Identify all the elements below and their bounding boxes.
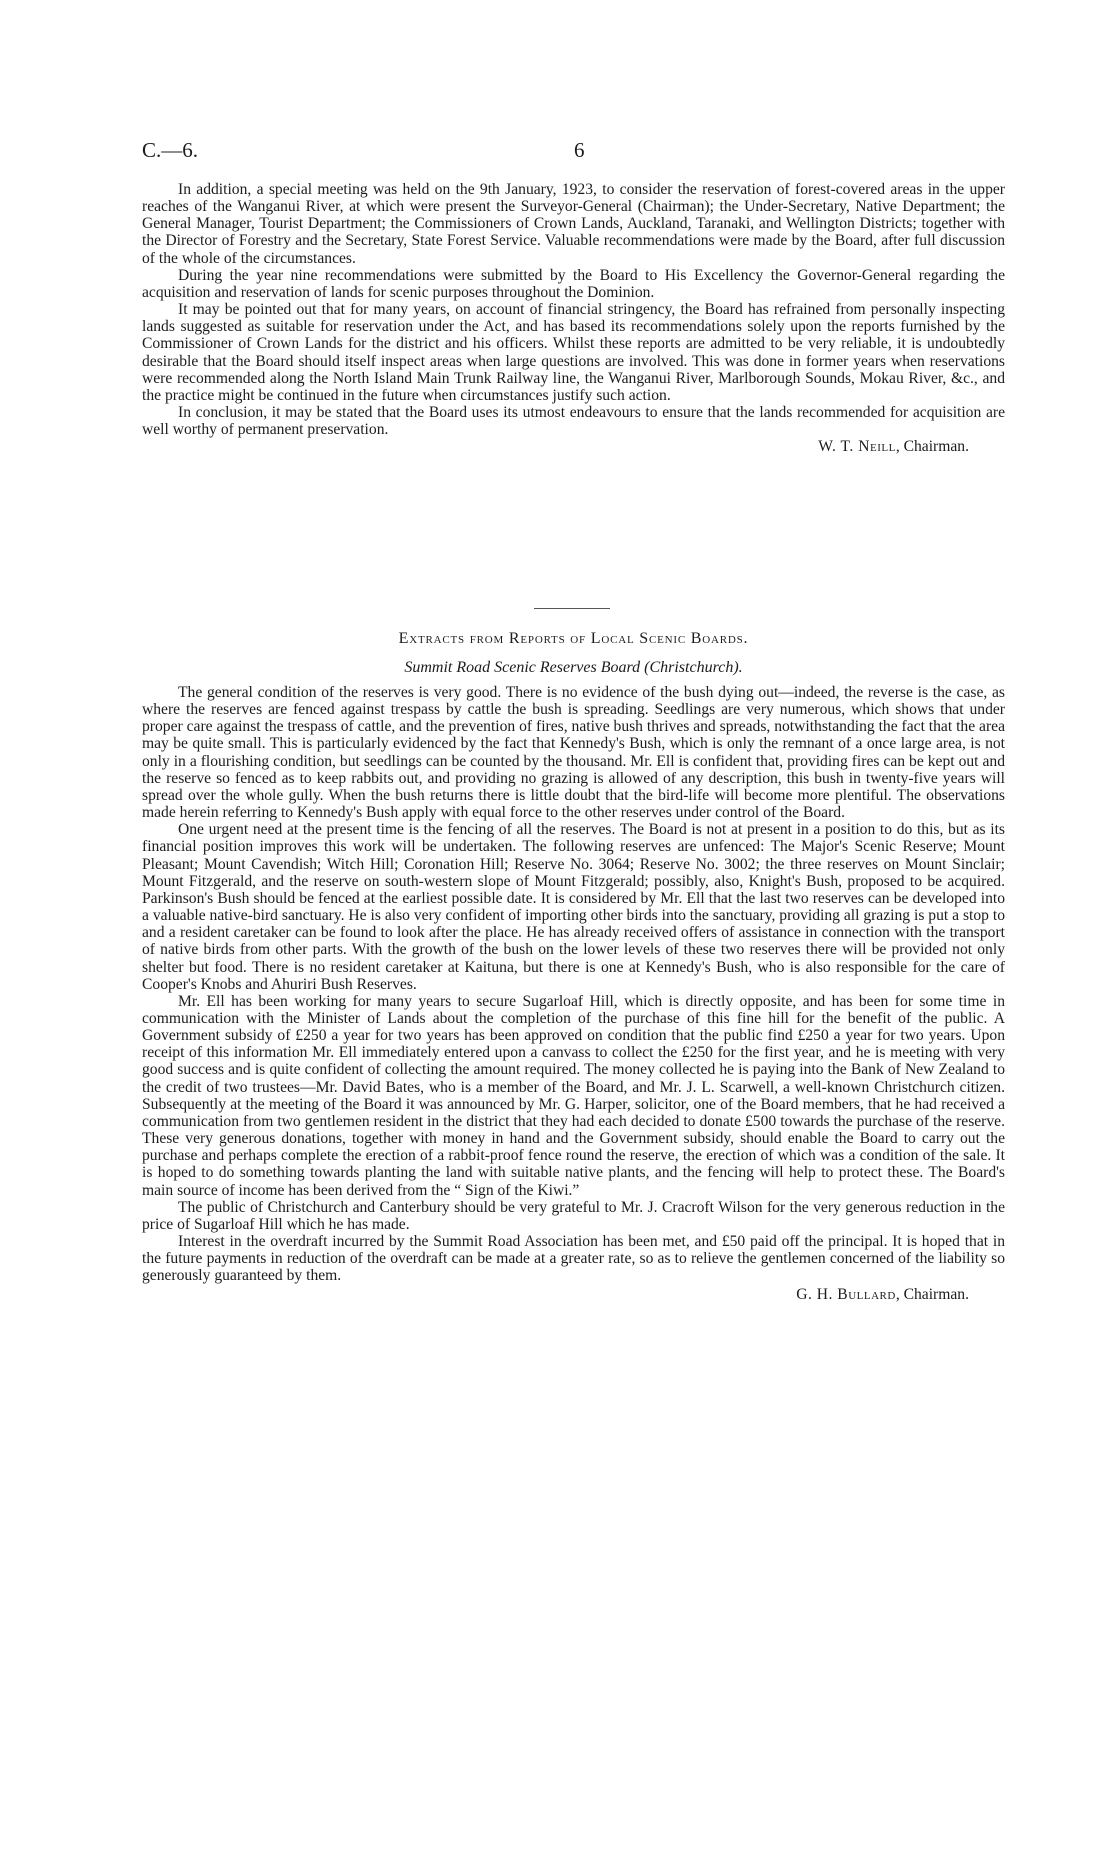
section-local-boards xyxy=(142,684,1005,1304)
signature xyxy=(142,438,1005,455)
document-reference: C.—6. xyxy=(142,138,199,162)
signature-name: W. T. Neill xyxy=(818,438,896,456)
section-divider xyxy=(534,608,610,609)
signature-title: , Chairman. xyxy=(895,438,969,456)
paragraph: Mr. Ell has been working for many years to secure Sugarloaf Hill, which is directly opposite, and has been for some time in communication with the Minister of Lands about the completion of the purchase of this fine hill for the benefit of the public. A Government subsidy of £250 a year for two years has been approved on condition that the public find £250 a year for two years. Upon receipt of this information Mr. Ell immediately entered upon a canvass to collect the £250 for the first year, and he is meeting with very good success and is quite confident of collecting the amount required. The money collected he is paying into the Bank of New Zealand to the credit of two trustees—Mr. David Bates, who is a member of the Board, and Mr. J. L. Scarwell, a well-known Christchurch citizen. Subsequently at the meeting of the Board it was announced by Mr. G. Harper, solicitor, one of the Board members, that he had received a communication from two gentlemen resident in the district that they had each decided to donate £500 towards the purchase of the reserve. These very generous donations, together with money in hand and the Government subsidy, should enable the Board to carry out the purchase and perhaps complete the erection of a rabbit-proof fence round the reserve, the erection of which was a condition of the sale. It is hoped to do something towards planting the land with suitable native plants, and the fencing will help to protect these. The Board's main source of income has been derived from the “ Sign of the Kiwi.” xyxy=(142,992,1005,1199)
paragraph: In conclusion, it may be stated that the Board uses its utmost endeavours to ensure that the lands recommended for acquisition are well worthy of permanent preservation. xyxy=(142,404,1005,439)
paragraph: It may be pointed out that for many years, on account of financial stringency, the Board has refrained from personally inspecting lands suggested as suitable for reservation under the Act, and has based its recommendations solely upon the reports furnished by the Commissioner of Crown Lands for the district and his officers. Whilst these reports are admitted to be very reliable, it is undoubtedly desirable that the Board should itself inspect areas when large questions are involved. This was done in former years when reservations were recommended along the North Island Main Trunk Railway line, the Wanganui River, Marlborough Sounds, Mokau River, &c., and the practice might be continued in the future when circumstances justify such action. xyxy=(142,301,1005,404)
page-header xyxy=(142,138,1002,168)
signature-name: G. H. Bullard xyxy=(796,1286,896,1304)
signature xyxy=(142,1286,1005,1303)
section-heading: Extracts from Reports of Local Scenic Boards. xyxy=(398,630,749,647)
signature-title: , Chairman. xyxy=(895,1286,969,1304)
paragraph: One urgent need at the present time is the fencing of all the reserves. The Board is not at present in a position to do this, but as its financial position improves this work will be undertaken. The following reserves are unfenced: The Major's Scenic Reserve; Mount Pleasant; Mount Cavendish; Witch Hill; Coronation Hill; Reserve No. 3064; Reserve No. 3002; the three reserves on Mount Sinclair; Mount Fitzgerald, and the reserve on south-western slope of Mount Fitzgerald; possibly, also, Knight's Bush, proposed to be acquired. Parkinson's Bush should be fenced at the earliest possible date. It is considered by Mr. Ell that the last two reserves can be developed into a valuable native-bird sanctuary. He is also very confident of importing other birds into the sanctuary, providing all grazing is put a stop to and a resident caretaker can be found to look after the place. He has already received offers of assistance in connection with the transport of native birds from other parts. With the growth of the bush on the lower levels of these two reserves there will be provided not only shelter but food. There is no resident caretaker at Kaituna, but there is one at Kennedy's Bush, who is also responsible for the care of Cooper's Knobs and Ahuriri Bush Reserves. xyxy=(142,821,1005,993)
paragraph: The general condition of the reserves is very good. There is no evidence of the bush dying out—indeed, the reverse is the case, as where the reserves are fenced against trespass by cattle the bush is spreading. Seedlings are very numerous, which shows that under proper care against the trespass of cattle, and the prevention of fires, native bush thrives and spreads, notwithstanding the fact that the area may be quite small. This is particularly evidenced by the fact that Kennedy's Bush, which is only the remnant of a once large area, is not only in a flourishing condition, but seedlings can be counted by the thousand. Mr. Ell is confident that, providing fires can be kept out and the reserve so fenced as to keep rabbits out, and providing no grazing is allowed of any description, this bush in twenty-five years will spread over the whole gully. When the bush returns there is little doubt that the bird-life will become more plentiful. The observations made herein referring to Kennedy's Bush apply with equal force to the other reserves under control of the Board. xyxy=(142,684,1005,822)
section-subheading: Summit Road Scenic Reserves Board (Christchurch). xyxy=(404,659,743,676)
paragraph: During the year nine recommendations were submitted by the Board to His Excellency the Governor-General regarding the acquisition and reservation of lands for scenic purposes throughout the Dominion. xyxy=(142,266,1005,301)
paragraph: In addition, a special meeting was held on the 9th January, 1923, to consider the reservation of forest-covered areas in the upper reaches of the Wanganui River, at which were present the Surveyor-General (Chairman); the Under-Secretary, Native Department; the General Manager, Tourist Department; the Commissioners of Crown Lands, Auckland, Taranaki, and Wellington Districts; together with the Director of Forestry and the Secretary, State Forest Service. Valuable recommendations were made by the Board, after full discussion of the whole of the circumstances. xyxy=(142,181,1005,267)
section-board-report xyxy=(142,181,1005,456)
page-number: 6 xyxy=(574,138,585,162)
paragraph: Interest in the overdraft incurred by the Summit Road Association has been met, and £50 paid off the principal. It is hoped that in the future payments in reduction of the overdraft can be made at a greater rate, so as to relieve the gentlemen concerned of the liability so generously guaranteed by them. xyxy=(142,1233,1005,1285)
paragraph: The public of Christchurch and Canterbury should be very grateful to Mr. J. Cracroft Wilson for the very generous reduction in the price of Sugarloaf Hill which he has made. xyxy=(142,1198,1005,1233)
